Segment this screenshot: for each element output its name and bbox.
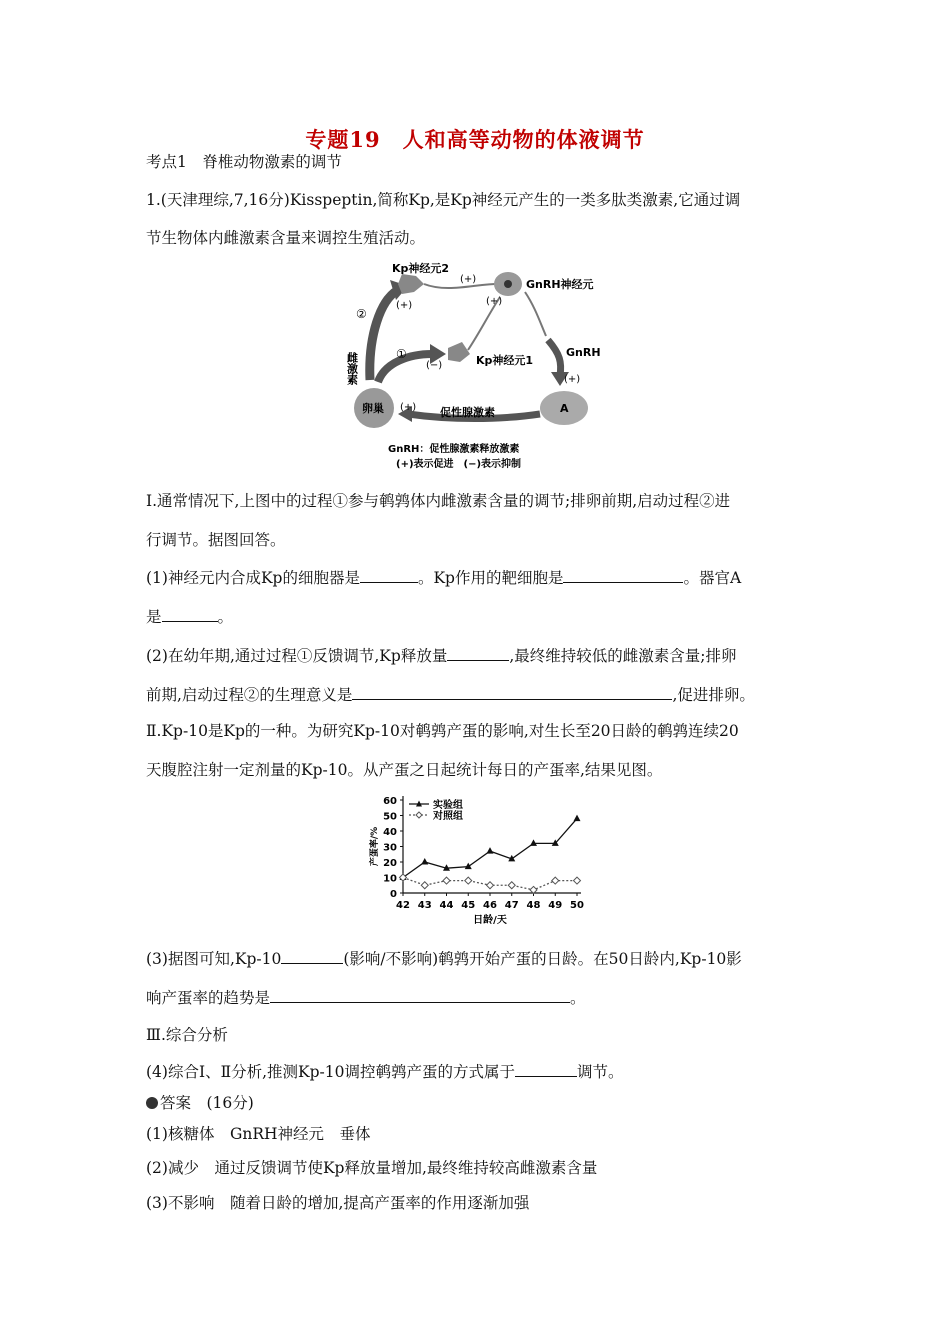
y-tick-label: 0 (390, 889, 397, 900)
promote-marker-4: (+) (564, 374, 581, 385)
data-point-experimental (574, 815, 581, 822)
answer-blank[interactable] (281, 948, 343, 964)
y-axis-title: 产蛋率/% (370, 826, 380, 867)
promote-marker-3: (+) (486, 296, 503, 307)
x-tick-label: 50 (570, 900, 584, 911)
question-3-line-2: 响产蛋率的趋势是 。 (146, 989, 586, 1007)
page-title: 专题19 人和高等动物的体液调节 (305, 127, 645, 152)
kp-neuron-2-shape (398, 274, 424, 294)
kp-regulation-diagram (340, 262, 630, 474)
legend-label: 实验组 (433, 800, 463, 811)
kp-neuron-2-label: Kp神经元2 (392, 262, 450, 275)
inhibit-marker: (−) (426, 360, 443, 371)
question-2-line-2: 前期,启动过程②的生理意义是 ,促进排卵。 (146, 686, 755, 704)
data-point-control (421, 882, 428, 889)
fsh-label: 促性腺激素 (440, 406, 495, 419)
process-1-marker: ① (396, 347, 407, 361)
data-point-experimental (465, 863, 472, 870)
diagram-legend-2: (+)表示促进 (−)表示抑制 (396, 459, 522, 470)
question-4: (4)综合Ⅰ、Ⅱ分析,推测Kp-10调控鹌鹑产蛋的方式属于 调节。 (146, 1063, 624, 1081)
data-point-experimental (421, 858, 428, 865)
answer-2: (2)减少 通过反馈调节使Kp释放量增加,最终维持较高雌激素含量 (146, 1159, 598, 1177)
part-2-line-1: Ⅱ.Kp-10是Kp的一种。为研究Kp-10对鹌鹑产蛋的影响,对生长至20日龄的鹌鹑连续20 (146, 722, 739, 740)
x-tick-label: 43 (417, 900, 432, 911)
answer-icon (146, 1097, 158, 1109)
data-point-control (552, 877, 559, 884)
kp-neuron-1-label: Kp神经元1 (476, 354, 534, 367)
y-tick-label: 60 (383, 796, 397, 807)
promote-marker-1: (+) (396, 300, 413, 311)
data-point-control (465, 877, 472, 884)
answer-blank[interactable] (563, 567, 683, 583)
part-2-line-2: 天腹腔注射一定剂量的Kp-10。从产蛋之日起统计每日的产蛋率,结果见图。 (146, 761, 663, 779)
kp-neuron-1-shape (448, 342, 470, 362)
question-intro-line-1: 1.(天津理综,7,16分)Kisspeptin,简称Kp,是Kp神经元产生的一类多肽类激素,它通过调 (146, 191, 741, 209)
estrogen-label: 雌激素 (345, 352, 359, 385)
data-point-experimental (530, 839, 537, 846)
gnrh-neuron-label: GnRH神经元 (526, 278, 594, 291)
question-3-line-1: (3)据图可知,Kp-10 (影响/不影响)鹌鹑开始产蛋的日龄。在50日龄内,Kp-10影 (146, 950, 742, 968)
y-tick-label: 50 (383, 811, 397, 823)
promote-marker-2: (+) (460, 274, 477, 285)
section-heading: 考点1 脊椎动物激素的调节 (146, 153, 342, 171)
part-1-line-2: 行调节。据图回答。 (146, 531, 286, 549)
x-tick-label: 46 (483, 900, 497, 911)
x-axis-title: 日龄/天 (473, 915, 507, 926)
answer-blank[interactable] (515, 1061, 577, 1077)
y-tick-label: 30 (383, 842, 397, 854)
x-tick-label: 45 (461, 900, 476, 911)
data-point-control (508, 882, 515, 889)
question-1-line-1: (1)神经元内合成Kp的细胞器是 。Kp作用的靶细胞是 。器官A (146, 569, 742, 587)
answer-3: (3)不影响 随着日龄的增加,提高产蛋率的作用逐渐加强 (146, 1194, 530, 1212)
y-tick-label: 20 (383, 858, 397, 869)
answer-blank[interactable] (162, 606, 218, 622)
part-3-heading: Ⅲ.综合分析 (146, 1026, 228, 1044)
y-tick-label: 40 (383, 827, 397, 838)
x-tick-label: 47 (504, 900, 519, 911)
organ-a-label: A (560, 402, 569, 415)
data-point-control (443, 877, 450, 884)
question-intro-line-2: 节生物体内雌激素含量来调控生殖活动。 (146, 229, 426, 247)
x-tick-label: 42 (396, 900, 410, 911)
legend-marker (416, 812, 422, 818)
data-point-control (574, 877, 581, 884)
answer-blank[interactable] (352, 684, 672, 700)
data-point-control (487, 882, 494, 889)
egg-laying-rate-chart (365, 790, 590, 930)
legend-label: 对照组 (433, 811, 463, 822)
answer-blank[interactable] (360, 567, 418, 583)
question-1-line-2: 是 。 (146, 608, 234, 626)
answer-header: 答案 (16分) (146, 1093, 254, 1113)
x-tick-label: 48 (526, 900, 541, 911)
part-1-line-1: Ⅰ.通常情况下,上图中的过程①参与鹌鹑体内雌激素含量的调节;排卵前期,启动过程②进 (146, 492, 731, 510)
data-point-control (530, 886, 537, 893)
process-2-marker: ② (356, 307, 367, 321)
promote-marker-5: (+) (400, 402, 417, 413)
answer-1: (1)核糖体 GnRH神经元 垂体 (146, 1125, 371, 1143)
x-tick-label: 49 (548, 900, 563, 911)
y-tick-label: 10 (383, 873, 397, 885)
gnrh-label: GnRH (566, 346, 601, 359)
data-point-experimental (487, 847, 494, 854)
ovary-label: 卵巢 (362, 402, 384, 415)
x-tick-label: 44 (439, 900, 454, 911)
answer-blank[interactable] (447, 645, 509, 661)
diagram-legend-1: GnRH：促性腺激素释放激素 (388, 444, 520, 455)
answer-blank[interactable] (270, 987, 570, 1003)
question-2-line-1: (2)在幼年期,通过过程①反馈调节,Kp释放量 ,最终维持较低的雌激素含量;排卵 (146, 647, 737, 665)
